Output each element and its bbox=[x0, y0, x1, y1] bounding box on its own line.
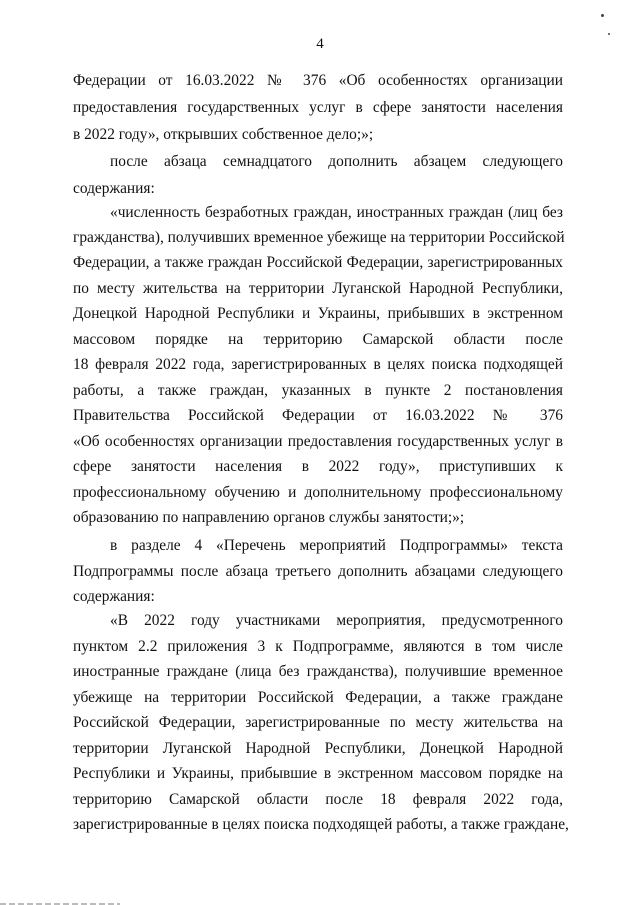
text-line: территорию Самарской области после 18 февраля 2022 года, bbox=[73, 791, 563, 808]
text-line: профессиональному обучению и дополнительному профессиональному bbox=[73, 484, 563, 501]
text-line: массовом порядке на территорию Самарской области после bbox=[73, 331, 563, 348]
text-line: сфере занятости населения в 2022 году», приступивших к bbox=[73, 458, 563, 475]
text-line: Подпрограммы после абзаца третьего дополнить абзацами следующего bbox=[73, 563, 563, 580]
text-line: содержания: bbox=[73, 180, 155, 197]
text-line: содержания: bbox=[73, 588, 155, 605]
text-line: 18 февраля 2022 года, зарегистрированных в целях поиска подходящей bbox=[73, 356, 563, 373]
text-line: Федерации от 16.03.2022 № 376 «Об особенностях организации bbox=[73, 72, 563, 89]
text-line: по месту жительства на территории Луганской Народной Республики, bbox=[73, 280, 563, 297]
text-line: предоставления государственных услуг в сфере занятости населения bbox=[73, 99, 563, 116]
text-line: «Об особенностях организации предоставления государственных услуг в bbox=[73, 433, 563, 450]
text-line: работы, а также граждан, указанных в пункте 2 постановления bbox=[73, 382, 563, 399]
text-line: Правительства Российской Федерации от 16.03.2022 № 376 bbox=[73, 407, 563, 424]
text-line: убежище на территории Российской Федерации, а также граждане bbox=[73, 689, 563, 706]
text-line: пунктом 2.2 приложения 3 к Подпрограмме, являются в том числе bbox=[73, 638, 563, 655]
text-line: территории Луганской Народной Республики, Донецкой Народной bbox=[73, 740, 563, 757]
page-number: 4 bbox=[316, 36, 324, 52]
text-line: в 2022 году», открывших собственное дело;»; bbox=[73, 126, 374, 143]
text-line: Федерации, а также граждан Российской Федерации, зарегистрированных bbox=[73, 254, 563, 271]
text-line: после абзаца семнадцатого дополнить абзацем следующего bbox=[110, 153, 563, 170]
text-line: в разделе 4 «Перечень мероприятий Подпрограммы» текста bbox=[110, 537, 563, 554]
text-line: гражданства), получивших временное убежище на территории Российской bbox=[73, 229, 565, 246]
text-line: иностранные граждане (лица без гражданства), получившие временное bbox=[73, 663, 563, 680]
text-line: образованию по направлению органов службы занятости;»; bbox=[73, 509, 465, 526]
text-line: Донецкой Народной Республики и Украины, прибывших в экстренном bbox=[73, 305, 563, 322]
scan-speck bbox=[608, 33, 610, 35]
text-line: «В 2022 году участниками мероприятия, предусмотренного bbox=[110, 612, 563, 629]
text-line: Республики и Украины, прибывшие в экстренном массовом порядке на bbox=[73, 765, 563, 782]
scan-speck bbox=[601, 14, 604, 17]
text-line: «численность безработных граждан, иностранных граждан (лиц без bbox=[110, 204, 563, 221]
text-line: Российской Федерации, зарегистрированные по месту жительства на bbox=[73, 714, 563, 731]
text-line: зарегистрированные в целях поиска подходящей работы, а также граждане, bbox=[73, 816, 569, 833]
